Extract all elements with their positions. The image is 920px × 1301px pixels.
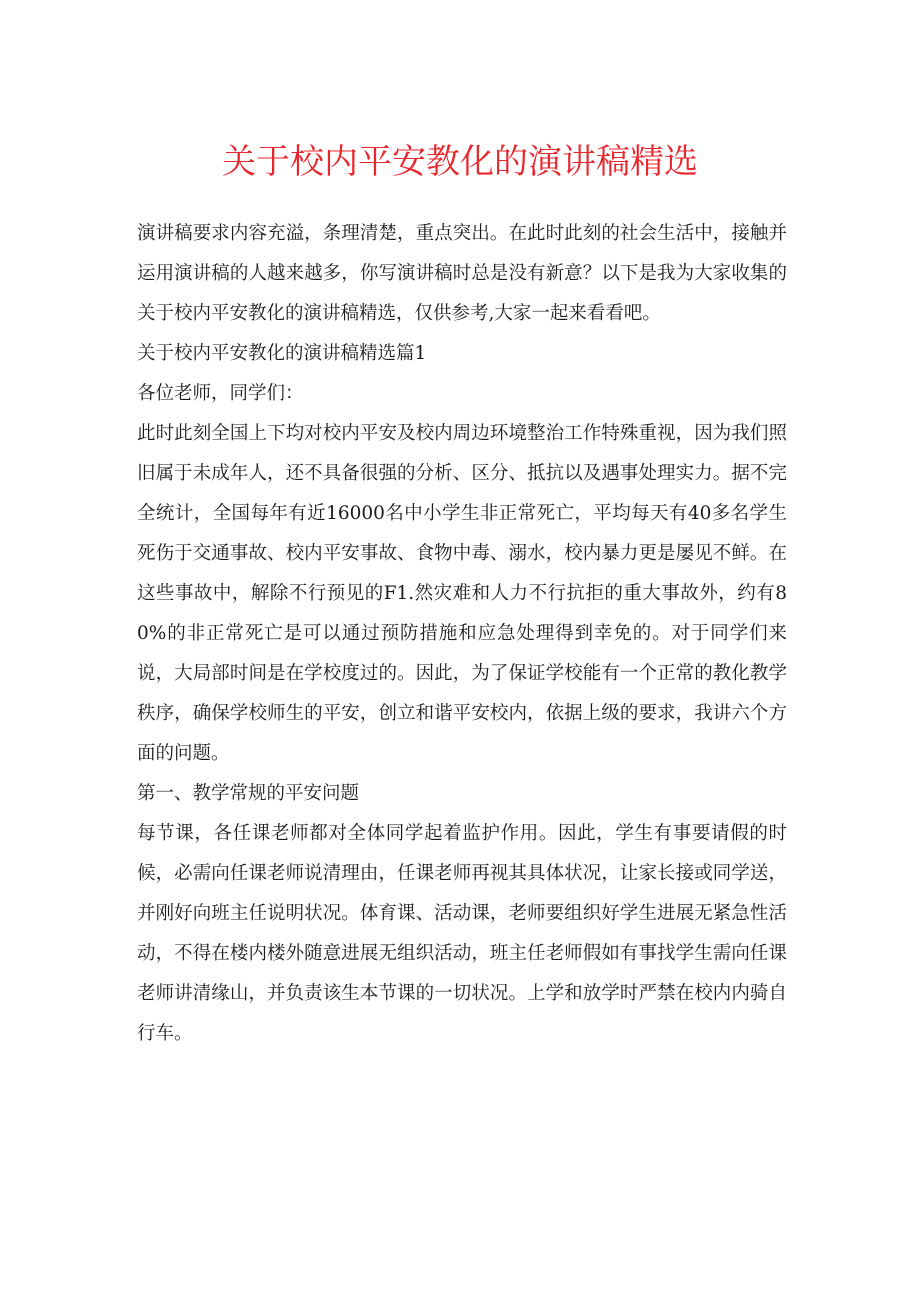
document-body — [137, 214, 787, 1054]
intro-paragraph: 演讲稿要求内容充溢，条理清楚，重点突出。在此时此刻的社会生活中，接触并运用演讲稿的人越来越多，你写演讲稿时总是没有新意？以下是我为大家收集的关于校内平安教化的演讲稿精选，仅供参考,大家一起来看看吧。 — [137, 223, 787, 324]
body-paragraph-1: 此时此刻全国上下均对校内平安及校内周边环境整治工作特殊重视，因为我们照旧属于未成年人，还不具备很强的分析、区分、抵抗以及遇事处理实力。据不完全统计，全国每年有近16000名中小学生非正常死亡，平均每天有40多名学生死伤于交通事故、校内平安事故、食物中毒、溺水，校内暴力更是屡见不鲜。在这些事故中，解除不行预见的F1.然灾难和人力不行抗拒的重大事故外，约有80%的非正常死亡是可以通过预防措施和应急处理得到幸免的。对于同学们来说，大局部时间是在学校度过的。因此，为了保证学校能有一个正常的教化教学秩序，确保学校师生的平安，创立和谐平安校内，依据上级的要求，我讲六个方面的问题。 — [137, 423, 787, 764]
subheading-1: 第一、教学常规的平安问题 — [137, 783, 360, 804]
section-title: 关于校内平安教化的演讲稿精选篇1 — [137, 343, 427, 364]
document-title: 关于校内平安教化的演讲稿精选 — [222, 142, 698, 182]
body-paragraph-2: 每节课，各任课老师都对全体同学起着监护作用。因此，学生有事要请假的时候，必需向任课老师说清理由，任课老师再视其具体状况，让家长接或同学送，并刚好向班主任说明状况。体育课、活动课，老师要组织好学生进展无紧急性活动，不得在楼内楼外随意进展无组织活动，班主任老师假如有事找学生需向任课老师讲清缘山，并负责该生本节课的一切状况。上学和放学时严禁在校内内骑自行车。 — [137, 823, 787, 1044]
greeting-line: 各位老师，同学们： — [137, 383, 304, 404]
